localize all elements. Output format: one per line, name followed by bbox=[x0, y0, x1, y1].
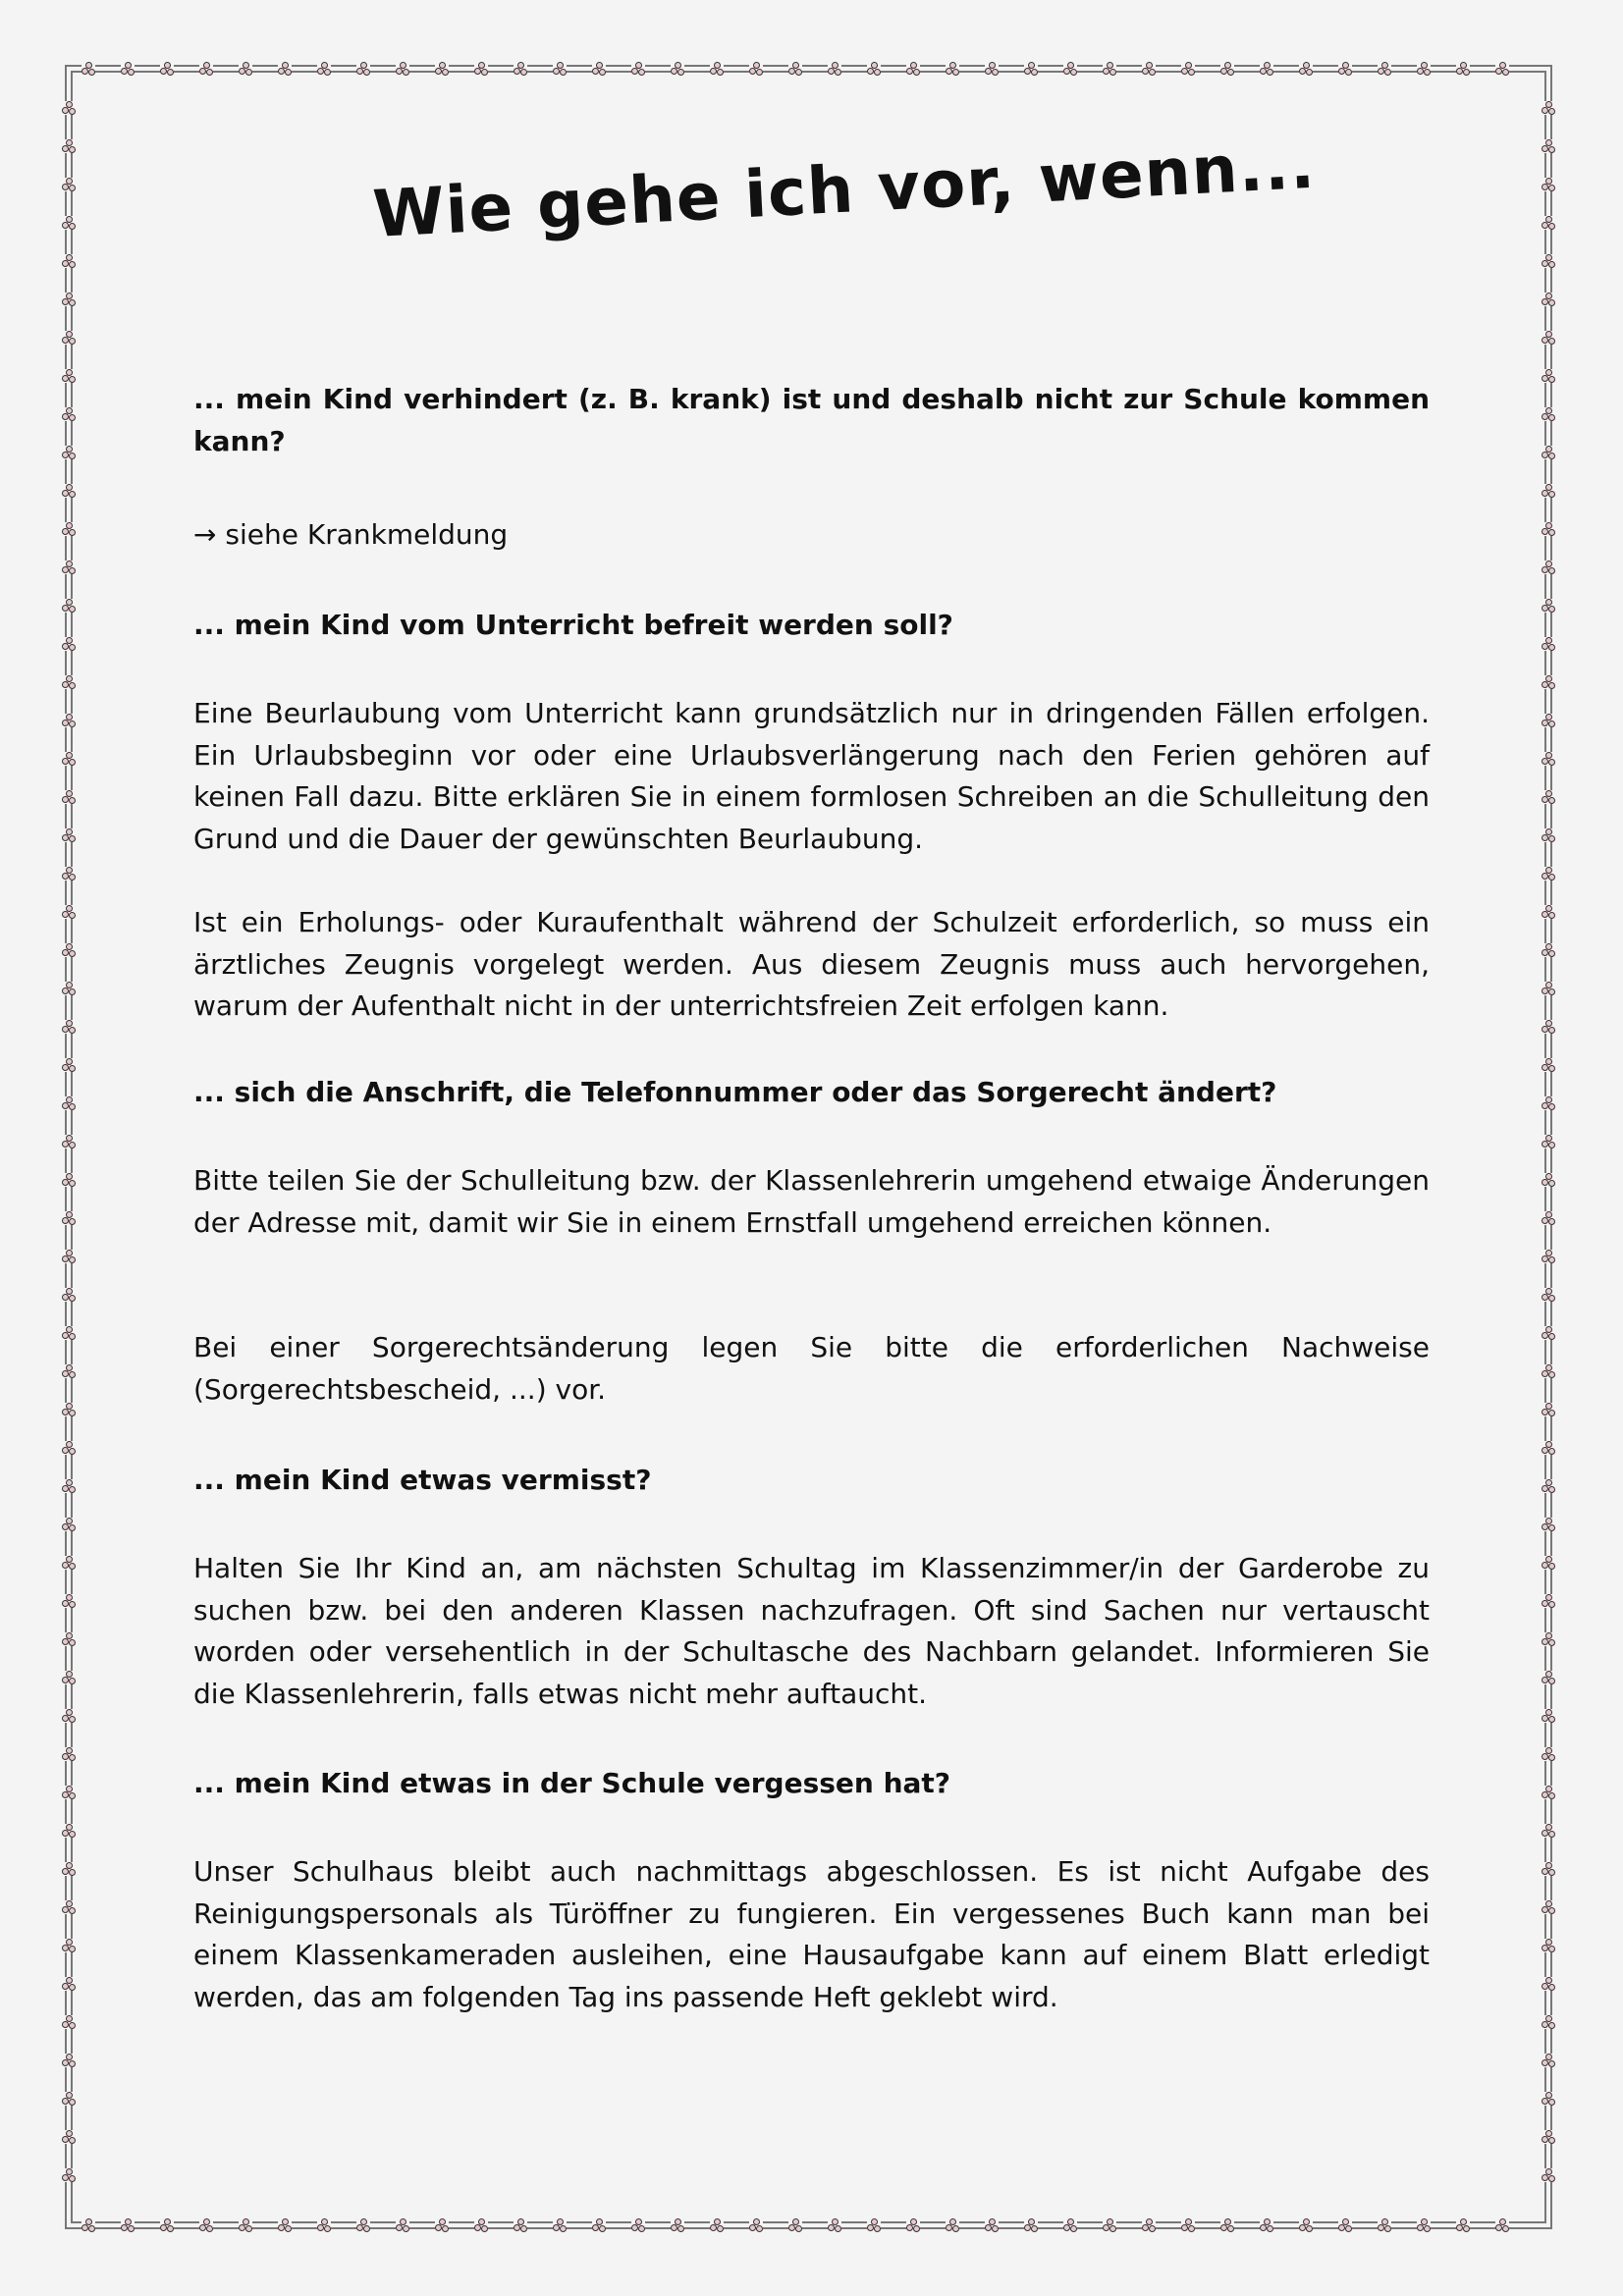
trefoil-ornament-icon bbox=[1542, 1364, 1555, 1378]
trefoil-ornament-icon bbox=[62, 1288, 76, 1302]
trefoil-ornament-icon bbox=[1542, 369, 1555, 383]
trefoil-ornament-icon bbox=[1024, 62, 1038, 76]
trefoil-ornament-icon bbox=[1542, 1441, 1555, 1455]
trefoil-ornament-icon bbox=[631, 62, 645, 76]
trefoil-ornament-icon bbox=[62, 1250, 76, 1263]
trefoil-ornament-icon bbox=[1542, 1747, 1555, 1761]
trefoil-ornament-icon bbox=[62, 2130, 76, 2144]
trefoil-ornament-icon bbox=[985, 62, 999, 76]
trefoil-ornament-icon bbox=[62, 1364, 76, 1378]
trefoil-ornament-icon bbox=[671, 62, 684, 76]
trefoil-ornament-icon bbox=[62, 2168, 76, 2182]
trefoil-ornament-icon bbox=[121, 2218, 135, 2232]
trefoil-ornament-icon bbox=[1542, 1824, 1555, 1838]
trefoil-ornament-icon bbox=[62, 1173, 76, 1187]
trefoil-ornament-icon bbox=[62, 982, 76, 995]
trefoil-ornament-icon bbox=[62, 1135, 76, 1148]
trefoil-ornament-icon bbox=[514, 62, 527, 76]
trefoil-ornament-icon bbox=[1542, 1632, 1555, 1646]
trefoil-ornament-icon bbox=[1542, 139, 1555, 153]
trefoil-ornament-icon bbox=[1542, 1326, 1555, 1340]
trefoil-ornament-icon bbox=[1542, 1900, 1555, 1914]
trefoil-ornament-icon bbox=[1542, 790, 1555, 804]
trefoil-ornament-icon bbox=[1542, 1135, 1555, 1148]
trefoil-ornament-icon bbox=[1378, 62, 1391, 76]
trefoil-ornament-icon bbox=[1542, 1403, 1555, 1416]
trefoil-ornament-icon bbox=[62, 139, 76, 153]
trefoil-ornament-icon bbox=[1542, 293, 1555, 306]
trefoil-ornament-icon bbox=[1417, 2218, 1431, 2232]
trefoil-ornament-icon bbox=[62, 331, 76, 345]
trefoil-ornament-icon bbox=[1338, 62, 1352, 76]
trefoil-ornament-icon bbox=[81, 2218, 95, 2232]
trefoil-ornament-icon bbox=[474, 62, 488, 76]
trefoil-ornament-icon bbox=[62, 1824, 76, 1838]
answer-2-p2: Ist ein Erholungs- oder Kuraufenthalt während der Schulzeit erforderlich, so muss ein ärztliches Zeugnis vorgelegt werden. Aus diesem Zeugnis muss auch hervorgehen, warum der Aufenthalt nicht in der unterrichtsfreien Zeit erfolgen kann. bbox=[193, 906, 1430, 1023]
trefoil-ornament-icon bbox=[62, 1900, 76, 1914]
trefoil-ornament-icon bbox=[62, 1862, 76, 1876]
trefoil-ornament-icon bbox=[62, 484, 76, 498]
trefoil-ornament-icon bbox=[62, 905, 76, 919]
trefoil-ornament-icon bbox=[906, 2218, 920, 2232]
trefoil-ornament-icon bbox=[906, 62, 920, 76]
trefoil-ornament-icon bbox=[317, 62, 331, 76]
trefoil-ornament-icon bbox=[1024, 2218, 1038, 2232]
trefoil-ornament-icon bbox=[1063, 2218, 1077, 2232]
trefoil-ornament-icon bbox=[62, 2015, 76, 2029]
trefoil-ornament-icon bbox=[1260, 2218, 1273, 2232]
trefoil-ornament-icon bbox=[1220, 62, 1234, 76]
trefoil-ornament-icon bbox=[356, 62, 370, 76]
trefoil-ornament-icon bbox=[1542, 178, 1555, 191]
trefoil-ornament-icon bbox=[1542, 1594, 1555, 1608]
trefoil-ornament-icon bbox=[1542, 1709, 1555, 1723]
trefoil-ornament-icon bbox=[239, 62, 252, 76]
trefoil-ornament-icon bbox=[62, 446, 76, 459]
trefoil-ornament-icon bbox=[1542, 943, 1555, 957]
trefoil-ornament-icon bbox=[1542, 446, 1555, 459]
question-2: ... mein Kind vom Unterricht befreit werden soll? bbox=[193, 609, 953, 641]
trefoil-ornament-icon bbox=[788, 2218, 802, 2232]
trefoil-ornament-icon bbox=[62, 599, 76, 613]
trefoil-ornament-icon bbox=[1495, 2218, 1509, 2232]
trefoil-ornament-icon bbox=[1542, 2054, 1555, 2067]
trefoil-ornament-icon bbox=[62, 1594, 76, 1608]
page-title: Wie gehe ich vor, wenn... bbox=[370, 127, 1318, 252]
trefoil-ornament-icon bbox=[62, 1518, 76, 1531]
trefoil-ornament-icon bbox=[1063, 62, 1077, 76]
trefoil-ornament-icon bbox=[62, 1020, 76, 1034]
trefoil-ornament-icon bbox=[1542, 101, 1555, 115]
trefoil-ornament-icon bbox=[160, 2218, 174, 2232]
trefoil-ornament-icon bbox=[592, 62, 606, 76]
trefoil-ornament-icon bbox=[62, 2054, 76, 2067]
question-4: ... mein Kind etwas vermisst? bbox=[193, 1464, 652, 1496]
trefoil-ornament-icon bbox=[1542, 905, 1555, 919]
trefoil-ornament-icon bbox=[1542, 1173, 1555, 1187]
trefoil-ornament-icon bbox=[435, 62, 449, 76]
trefoil-ornament-icon bbox=[1103, 2218, 1116, 2232]
trefoil-ornament-icon bbox=[62, 867, 76, 881]
trefoil-ornament-icon bbox=[1542, 1096, 1555, 1110]
trefoil-ornament-icon bbox=[62, 790, 76, 804]
trefoil-ornament-icon bbox=[1220, 2218, 1234, 2232]
answer-1-p1: → siehe Krankmeldung bbox=[193, 518, 509, 551]
answer-4-p1: Halten Sie Ihr Kind an, am nächsten Schultag im Klassenzimmer/in der Garderobe zu suchen bzw. bei den anderen Klassen nachzufragen. Oft sind Sachen nur vertauscht worden oder versehentlich in der Schultasche des Nachbarn gelandet. Informieren Sie die Klassenlehrerin, falls etwas nicht mehr auftaucht. bbox=[193, 1552, 1430, 1711]
trefoil-ornament-icon bbox=[1181, 2218, 1195, 2232]
trefoil-ornament-icon bbox=[239, 2218, 252, 2232]
trefoil-ornament-icon bbox=[1542, 2130, 1555, 2144]
trefoil-ornament-icon bbox=[1542, 599, 1555, 613]
trefoil-ornament-icon bbox=[553, 62, 567, 76]
trefoil-ornament-icon bbox=[278, 2218, 292, 2232]
answer-5-p1: Unser Schulhaus bleibt auch nachmittags abgeschlossen. Es ist nicht Aufgabe des Reinigungspersonals als Türöffner zu fungieren. Ein vergessenes Buch kann man bei einem Klassenkameraden ausleihen, eine Hausaufgabe kann auf einem Blatt erledigt werden, das am folgenden Tag ins passende Heft geklebt wird. bbox=[193, 1855, 1430, 2014]
trefoil-ornament-icon bbox=[1542, 331, 1555, 345]
trefoil-ornament-icon bbox=[1542, 714, 1555, 727]
trefoil-ornament-icon bbox=[946, 62, 959, 76]
trefoil-ornament-icon bbox=[62, 2092, 76, 2106]
trefoil-ornament-icon bbox=[474, 2218, 488, 2232]
trefoil-ornament-icon bbox=[1456, 2218, 1470, 2232]
trefoil-ornament-icon bbox=[631, 2218, 645, 2232]
trefoil-ornament-icon bbox=[317, 2218, 331, 2232]
trefoil-ornament-icon bbox=[710, 62, 724, 76]
trefoil-ornament-icon bbox=[278, 62, 292, 76]
trefoil-ornament-icon bbox=[867, 62, 881, 76]
trefoil-ornament-icon bbox=[1299, 2218, 1313, 2232]
trefoil-ornament-icon bbox=[62, 1786, 76, 1799]
trefoil-ornament-icon bbox=[1417, 62, 1431, 76]
trefoil-ornament-icon bbox=[592, 2218, 606, 2232]
trefoil-ornament-icon bbox=[1542, 522, 1555, 536]
trefoil-ornament-icon bbox=[435, 2218, 449, 2232]
trefoil-ornament-icon bbox=[62, 1441, 76, 1455]
trefoil-ornament-icon bbox=[62, 369, 76, 383]
trefoil-ornament-icon bbox=[62, 293, 76, 306]
trefoil-ornament-icon bbox=[1542, 1862, 1555, 1876]
trefoil-ornament-icon bbox=[1542, 1518, 1555, 1531]
trefoil-ornament-icon bbox=[1542, 752, 1555, 766]
trefoil-ornament-icon bbox=[1542, 1211, 1555, 1225]
trefoil-ornament-icon bbox=[62, 1632, 76, 1646]
trefoil-ornament-icon bbox=[1542, 1977, 1555, 1991]
trefoil-ornament-icon bbox=[1542, 637, 1555, 651]
answer-3-p1: Bitte teilen Sie der Schulleitung bzw. der Klassenlehrerin umgehend etwaige Änderungen der Adresse mit, damit wir Sie in einem Ernstfall umgehend erreichen können. bbox=[193, 1164, 1430, 1239]
trefoil-ornament-icon bbox=[81, 62, 95, 76]
trefoil-ornament-icon bbox=[1542, 407, 1555, 421]
trefoil-ornament-icon bbox=[1495, 62, 1509, 76]
trefoil-ornament-icon bbox=[62, 1939, 76, 1952]
trefoil-ornament-icon bbox=[62, 1709, 76, 1723]
trefoil-ornament-icon bbox=[671, 2218, 684, 2232]
trefoil-ornament-icon bbox=[749, 2218, 763, 2232]
question-3: ... sich die Anschrift, die Telefonnummer oder das Sorgerecht ändert? bbox=[193, 1076, 1277, 1108]
trefoil-ornament-icon bbox=[1542, 1250, 1555, 1263]
trefoil-ornament-icon bbox=[62, 522, 76, 536]
trefoil-ornament-icon bbox=[62, 1096, 76, 1110]
trefoil-ornament-icon bbox=[1456, 62, 1470, 76]
trefoil-ornament-icon bbox=[62, 1403, 76, 1416]
trefoil-ornament-icon bbox=[62, 178, 76, 191]
trefoil-ornament-icon bbox=[1103, 62, 1116, 76]
trefoil-ornament-icon bbox=[62, 407, 76, 421]
trefoil-ornament-icon bbox=[62, 752, 76, 766]
trefoil-ornament-icon bbox=[160, 62, 174, 76]
trefoil-ornament-icon bbox=[62, 637, 76, 651]
question-1: ... mein Kind verhindert (z. B. krank) ist und deshalb nicht zur Schule kommen kann? bbox=[193, 383, 1430, 457]
trefoil-ornament-icon bbox=[1542, 1939, 1555, 1952]
trefoil-ornament-icon bbox=[749, 62, 763, 76]
trefoil-ornament-icon bbox=[1542, 2168, 1555, 2182]
trefoil-ornament-icon bbox=[396, 2218, 409, 2232]
trefoil-ornament-icon bbox=[1542, 2092, 1555, 2106]
trefoil-ornament-icon bbox=[1542, 1786, 1555, 1799]
trefoil-ornament-icon bbox=[1542, 1020, 1555, 1034]
trefoil-ornament-icon bbox=[514, 2218, 527, 2232]
trefoil-ornament-icon bbox=[1542, 1058, 1555, 1072]
trefoil-ornament-icon bbox=[1299, 62, 1313, 76]
question-5: ... mein Kind etwas in der Schule vergessen hat? bbox=[193, 1767, 951, 1799]
trefoil-ornament-icon bbox=[1542, 254, 1555, 268]
trefoil-ornament-icon bbox=[828, 2218, 841, 2232]
trefoil-ornament-icon bbox=[1542, 1671, 1555, 1684]
trefoil-ornament-icon bbox=[62, 1058, 76, 1072]
trefoil-ornament-icon bbox=[356, 2218, 370, 2232]
trefoil-ornament-icon bbox=[1542, 828, 1555, 842]
trefoil-ornament-icon bbox=[62, 1479, 76, 1493]
trefoil-ornament-icon bbox=[1542, 561, 1555, 574]
trefoil-ornament-icon bbox=[788, 62, 802, 76]
trefoil-ornament-icon bbox=[1260, 62, 1273, 76]
trefoil-ornament-icon bbox=[1542, 484, 1555, 498]
trefoil-ornament-icon bbox=[62, 254, 76, 268]
trefoil-ornament-icon bbox=[1181, 62, 1195, 76]
trefoil-ornament-icon bbox=[867, 2218, 881, 2232]
trefoil-ornament-icon bbox=[62, 216, 76, 230]
trefoil-ornament-icon bbox=[62, 1556, 76, 1570]
trefoil-ornament-icon bbox=[553, 2218, 567, 2232]
trefoil-ornament-icon bbox=[1542, 216, 1555, 230]
trefoil-ornament-icon bbox=[710, 2218, 724, 2232]
trefoil-ornament-icon bbox=[62, 1671, 76, 1684]
trefoil-ornament-icon bbox=[62, 1211, 76, 1225]
trefoil-ornament-icon bbox=[1542, 675, 1555, 689]
trefoil-ornament-icon bbox=[1378, 2218, 1391, 2232]
trefoil-ornament-icon bbox=[828, 62, 841, 76]
trefoil-ornament-icon bbox=[1542, 1288, 1555, 1302]
trefoil-ornament-icon bbox=[62, 1747, 76, 1761]
trefoil-ornament-icon bbox=[121, 62, 135, 76]
trefoil-ornament-icon bbox=[1542, 1479, 1555, 1493]
trefoil-ornament-icon bbox=[1338, 2218, 1352, 2232]
trefoil-ornament-icon bbox=[199, 2218, 213, 2232]
trefoil-ornament-icon bbox=[985, 2218, 999, 2232]
trefoil-ornament-icon bbox=[1142, 2218, 1156, 2232]
trefoil-ornament-icon bbox=[199, 62, 213, 76]
trefoil-ornament-icon bbox=[62, 561, 76, 574]
trefoil-ornament-icon bbox=[62, 101, 76, 115]
trefoil-ornament-icon bbox=[1142, 62, 1156, 76]
trefoil-ornament-icon bbox=[1542, 1556, 1555, 1570]
trefoil-ornament-icon bbox=[946, 2218, 959, 2232]
trefoil-ornament-icon bbox=[1542, 982, 1555, 995]
trefoil-ornament-icon bbox=[1542, 867, 1555, 881]
answer-3-p2: Bei einer Sorgerechtsänderung legen Sie bitte die erforderlichen Nachweise (Sorgerechtsbescheid, ...) vor. bbox=[193, 1331, 1430, 1406]
trefoil-ornament-icon bbox=[1542, 2015, 1555, 2029]
trefoil-ornament-icon bbox=[396, 62, 409, 76]
trefoil-ornament-icon bbox=[62, 1326, 76, 1340]
trefoil-ornament-icon bbox=[62, 943, 76, 957]
trefoil-ornament-icon bbox=[62, 828, 76, 842]
answer-2-p1: Eine Beurlaubung vom Unterricht kann grundsätzlich nur in dringenden Fällen erfolgen. Ein Urlaubsbeginn vor oder eine Urlaubsverlängerung nach den Ferien gehören auf keinen Fall dazu. Bitte erklären Sie in einem formlosen Schreiben an die Schulleitung den Grund und die Dauer der gewünschten Beurlaubung. bbox=[193, 697, 1430, 856]
trefoil-ornament-icon bbox=[62, 714, 76, 727]
trefoil-ornament-icon bbox=[62, 675, 76, 689]
trefoil-ornament-icon bbox=[62, 1977, 76, 1991]
